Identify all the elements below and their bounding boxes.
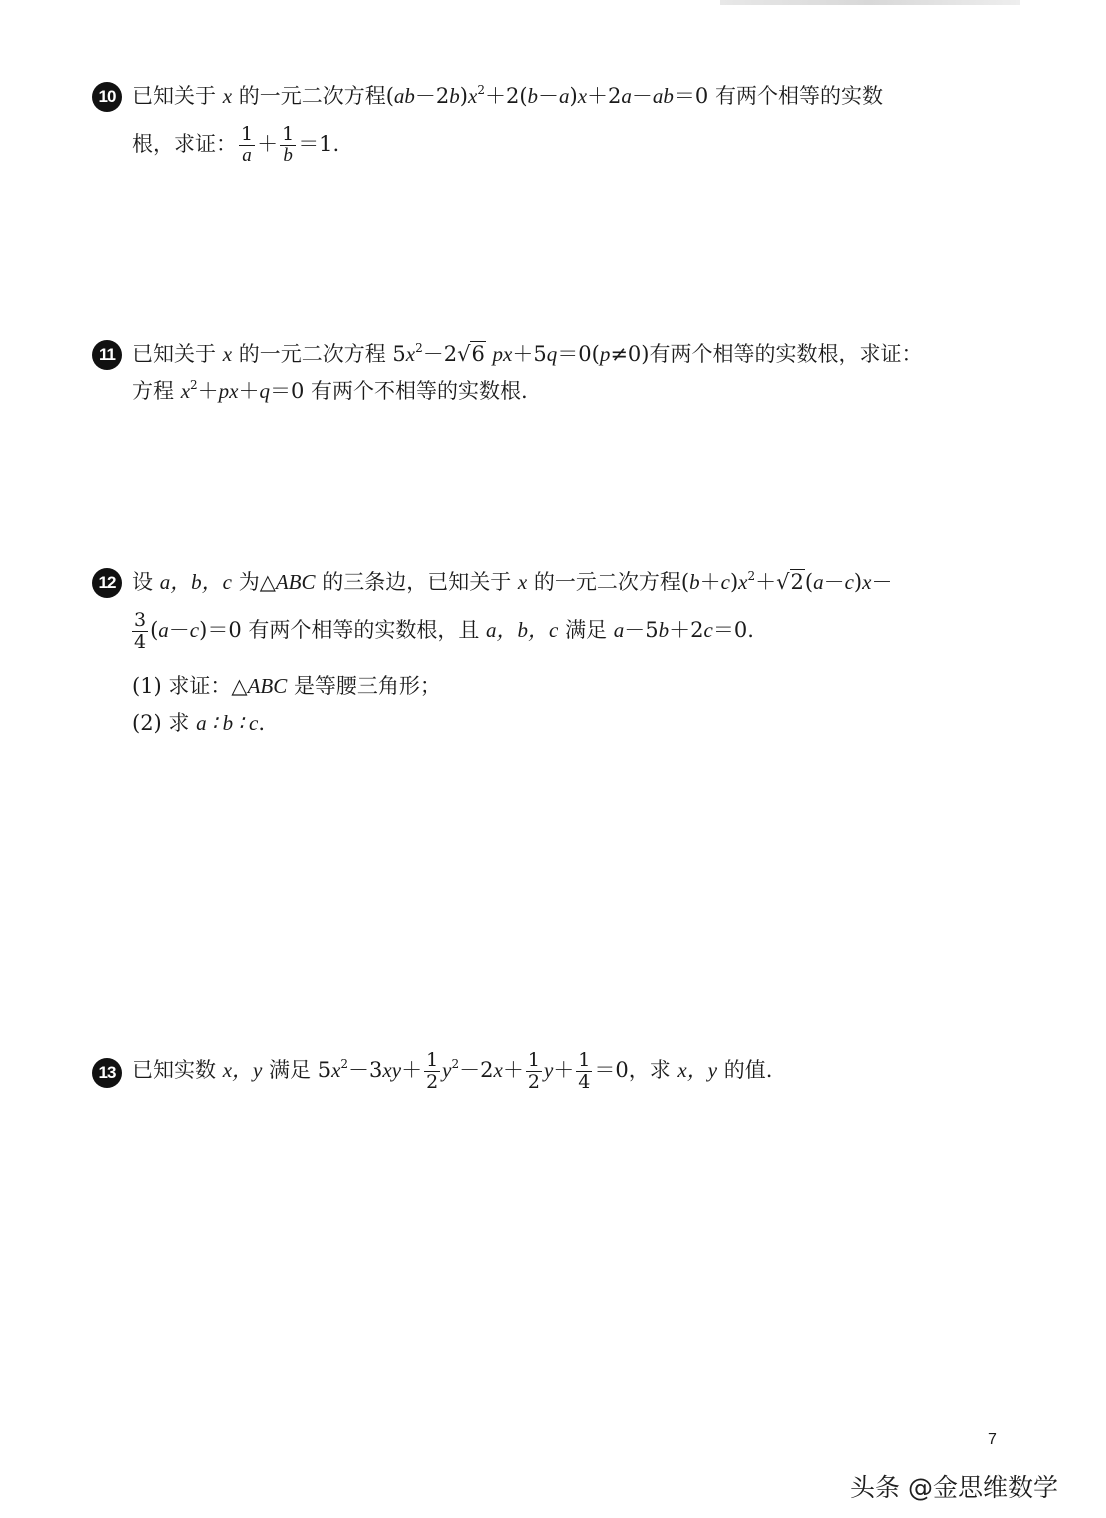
problem-12 [92,568,1022,748]
watermark-text: 头条 @金思维数学 [850,1473,1058,1502]
problem-12-subquestion-1: (1) 求证：△ABC 是等腰三角形； [132,674,441,698]
fraction: $\frac{3}{4}$ [134,609,147,653]
fraction: $\frac{1}{2}$ [426,1049,439,1093]
page-number: 7 [988,1431,997,1448]
square-root: √6 [457,342,485,366]
problem-10 [92,82,1022,182]
problem-12-line-1: 设 a，b，c 为△ABC 的三条边，已知关于 x 的一元二次方程$(b+c)x^2+√2(a-c)x-$ [132,568,892,596]
problem-number-badge: 13 [92,1058,122,1088]
fraction: $\frac{1}{4}$ [578,1049,591,1093]
problem-13 [92,1049,1022,1118]
fraction: $\frac{1}{2}$ [527,1049,540,1093]
fraction: $\frac{1}{b}$ [282,123,295,166]
fraction: $\frac{1}{a}$ [241,123,254,166]
header-scan-mark [720,0,1020,5]
problem-10-line-2: 根，求证： $\frac{1}{a}$ ＋ $\frac{1}{b}$ ＝1. [132,123,340,166]
problem-10-line-1: 已知关于 x 的一元二次方程$(ab-2b)x^2+2(b-a)x+2a-ab=0$ 有两个相等的实数 [132,83,883,108]
problem-11-line-1: 已知关于 x 的一元二次方程 $5x^2-2√6$ px＋5q＝0(p≠0)有两个相等的实数根，求证： [132,340,922,368]
problem-13-line-1: 已知实数 x，y 满足 $5x^2-3xy+$ $\frac{1}{2}$ $y^2-2x+$ $\frac{1}{2}$ y＋ $\frac{1}{4}$ ＝0，求 x，y 的值. [132,1049,773,1093]
square-root: √2 [776,570,804,594]
problem-12-line-2: $\frac{3}{4}$ (a－c)＝0 有两个相等的实数根，且 a，b，c 满足 a－5b＋2c＝0. [134,609,754,653]
problem-12-subquestion-2: (2) 求 a ∶ b ∶ c. [132,711,266,735]
problem-11-line-2: 方程 $x^2+px+q=0$ 有两个不相等的实数根. [132,378,528,403]
problem-11 [92,340,1022,420]
problem-number-badge: 10 [92,82,122,112]
problem-number-badge: 11 [92,340,122,370]
problem-number-badge: 12 [92,568,122,598]
